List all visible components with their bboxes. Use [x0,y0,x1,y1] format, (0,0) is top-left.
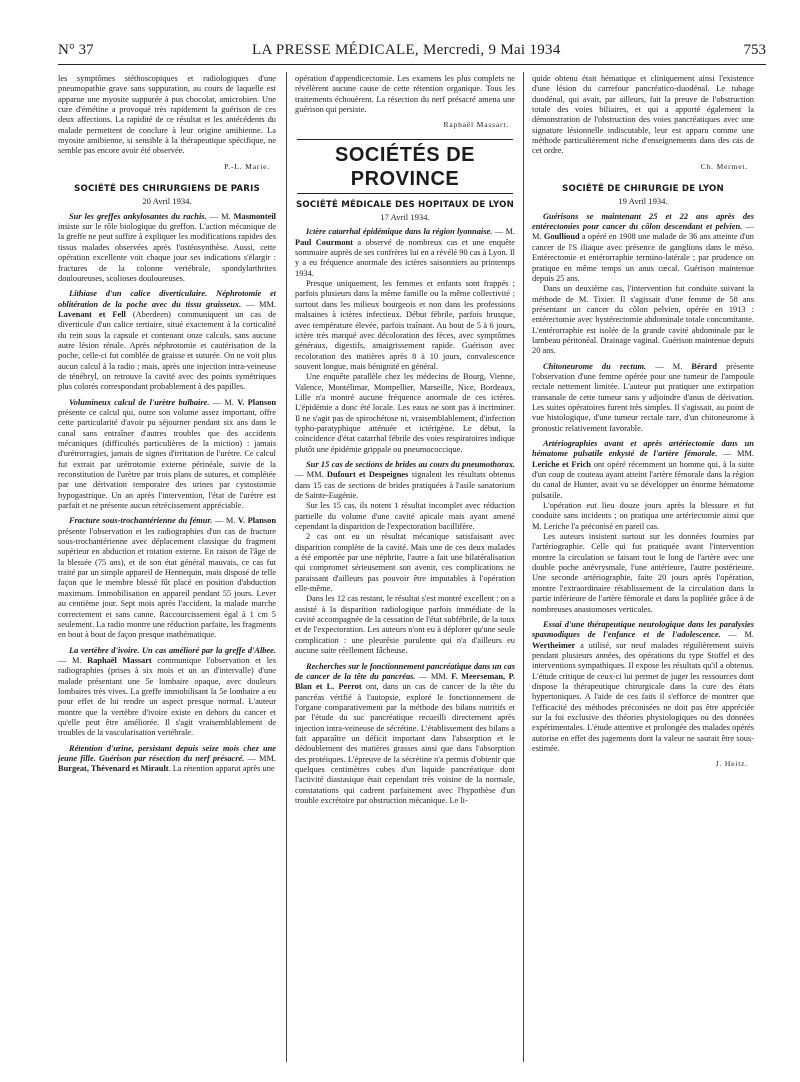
article: Ictère catarrhal épidémique dans la région lyonnaise. — M. Paul Courmont a observé de nombreux cas et une enquête sommaire auprès de ses confrères lui en a révélé 90 cas à Lyon. Il y a eu fréquence anormale des ictères saisonniers au printemps 1934. [295,227,515,278]
article-paragraph: Les auteurs insistent surtout sur les données fournies par l'artériographie. Celle qui fut pratiquée avant l'intervention montre la circulation se faisant tout le long de l'artère avec une double poche anévrysmale, l'une antérieure, l'autre postérieure. Une seconde artériographie, faite 20 jours après l'opération, montre l'extraordinaire rétablissement de la circulation dans la partie inférieure de l'artère fémorale et dans la poplitée grâce à de nombreuses anastomoses verticales. [532,532,754,614]
signature: J. Heitz. [715,759,748,769]
article-paragraph: Une enquête parallèle chez les médecins de Bourg, Vienne, Valence, Montélimar, Montpellier, Marseille, Nice, Bordeaux, Lille n'a montré aucune fréquence anormale de ces ictères. L'épidémie a donc été locale. Les eaux ne sont pas à incriminer. Il ne s'agit pas de spirochétose ni, vraisemblablement, d'infection typho-paratyphique atténuée et ictérigène. Le début, la coïncidence d'état catarrhal fébrile des voies respiratoires indique plutôt une épidémie grippale ou pneumococcique. [295,372,515,454]
article-authors: Bérard [691,361,717,371]
article-authors: Paul Courmont [295,237,353,247]
article-authors: Burgeat, Thévenard et Mirault [58,764,169,774]
article-title: Volumineux calcul de l'urètre bulbaire. [69,397,210,407]
article-paragraph: 2 cas ont eu un résultat mécanique satisfaisant avec disparition complète de la cavité. Mais une de ces deux malades a été emportée par une néphrite, l'autre a fait une bilatéralisation qui compromet sérieusement son avenir, ces complications ne paraissant d'ailleurs pas pouvoir être imputables à l'opération elle-même. [295,532,515,594]
article-authors: Lavenant et Fell [58,309,126,319]
page-number: 753 [743,42,766,58]
article-paragraph: Dans les 12 cas restant, le résultat s'est montré excellent ; on a assisté à la disparition radiologique parfois immédiate de la cavité accompagnée de la cessation de l'état subfébrile, de la toux et de l'expectoration. Les auteurs n'ont eu à déplorer qu'une seule complication : une pleurésie purulente qui n'a d'ailleurs eu aucune suite réellement fâcheuse. [295,594,515,656]
article-authors: V. Planson [237,516,276,526]
society-heading: SOCIÉTÉ MÉDICALE DES HOPITAUX DE LYON [296,199,514,210]
article-title: Artériographies avant et après artériectomie dans un hématome pulsatile enkysté de l'artère fémorale. [532,439,754,459]
article-authors: Dufourt et Despeignes [326,470,409,480]
article-paragraph: Presque uniquement, les femmes et enfants sont frappés ; parfois plusieurs dans la même famille ou la même collectivité ; surtout dans les milieux bourgeois et non dans les professions malsaines à ictères infectieux. Début fébrile, parfois brusque, avec température élevée, parfois traînant. Au bout de 5 à 6 jours, ictère très marqué avec décoloration des fèces, avec symptômes généraux, digestifs, amaigrissement rapide. Guérison avec recoloration des matières après 8 à 10 jours, convalescence souvent longue, mais bénignité en général. [295,279,515,371]
article-authors: V. Planson [237,397,276,407]
article: Fracture sous-trochantérienne du fémur. — M. V. Planson présente l'observation et les radiographies d'un cas de fracture sous-trochantérienne avec déplacement classique du fragment supérieur en abduction et rotation externe. En raison de l'âge de la blessée (75 ans), et de son état général mauvais, ce cas fut traité par un simple appareil de Hennequin, mais disposé de telle façon que le membre blessé fût placé en position d'abduction maximum. Immobilisation en appareil pendant 55 jours. Lever au centième jour. Sept mois après l'accident, la malade marche correctement et sans canne. Raccourcissement égal à 1 cm 5 seulement. La radio montre une réduction parfaite, les fragments en bout à bout de façon presque mathématique. [58,516,276,640]
article-title: Essai d'une thérapeutique neurologique dans les paralysies spasmodiques de l'enfance et de l'adolescence. [532,619,754,640]
session-date: 17 Avril 1934. [380,212,430,223]
journal-title: LA PRESSE MÉDICALE, Mercredi, 9 Mai 1934 [252,42,561,58]
signature: Ch. Mermet. [700,161,748,171]
continued-text: les symptômes stéthoscopiques et radiologiques d'une pneumopathie grave sans suppuration, au cours de laquelle est apparue une myosite suppurée à pus chocolat, amicrobien. Une cure d'émétine a provoqué très rapidement la guérison de ces deux affections. La rapidité de ce résultat et les antécédents du malade permettent de conclure à leur origine amibienne. La myosite amibienne, si sensible à la thérapeutique spécifique, ne semble pas encore avoir été observée. [58,74,276,156]
article-paragraph: Sur les 15 cas, ils notent 1 résultat incomplet avec réduction partielle du volume d'une cavité apicale mais ayant amené cependant la disparition de l'expectoration bacillifère. [295,501,515,532]
society-heading: SOCIÉTÉ DE CHIRURGIE DE LYON [562,184,724,195]
article-title: Sur 15 cas de sections de brides au cours du pneumothorax. [306,459,515,469]
article-title: Rétention d'urine, persistant depuis seize mois chez une jeune fille. Guérison par résection du nerf présacré. [58,743,276,763]
article: Sur 15 cas de sections de brides au cours du pneumothorax. — MM. Dufourt et Despeignes signalent les résultats obtenus dans 15 cas de sections de brides pratiquées à l'asile sanatorium de Sainte-Eugénie. [295,459,515,500]
column-right [532,74,754,1059]
society-heading: SOCIÉTÉ DES CHIRURGIENS DE PARIS [74,184,260,195]
article-title: Recherches sur le fonctionnement pancréatique dans un cas de cancer de la tête du pancréas. [295,661,515,681]
article-title: Fracture sous-trochantérienne du fémur. [69,516,213,526]
article-title: Chitoneurome du rectum. [543,361,647,371]
article-title: Guérisons se maintenant 25 et 22 ans après des entérectomies pour cancer du côlon descendant et pelvien. [532,211,754,232]
article-authors: Leriche et Frich [532,459,591,469]
signature: P.-L. Marie. [224,161,270,171]
article: Lithiase d'un calice diverticulaire. Néphrotomie et oblitération de la poche avec du tissu graisseux. — MM. Lavenant et Fell (Aberdeen) communiquent un cas de diverticule d'un calice tertiaire, situé exactement à la corticalité du rein sous la capsule et contenant onze calculs, sans aucune autre lésion rénale. Après néphrotomie et cautérisation de la poche, celle-ci fut comblée de graisse et suturée. On ne voit plus aucun calcul à la radio ; mais, après une injection intra-veineuse de ténébryl, on retrouve la cavité avec des points symétriques plus colorés correspondant probablement à des papilles. [58,289,276,392]
article: Rétention d'urine, persistant depuis seize mois chez une jeune fille. Guérison par résection du nerf présacré. — MM. Burgeat, Thévenard et Mirault. La rétention apparut après une [58,743,276,774]
issue-number: N° 37 [58,42,94,58]
continued-text: opération d'appendicectomie. Les examens les plus complets ne révélèrent aucune cause de cette rétention organique. Tous les traitements échouèrent. La résection du nerf présacré amena une guérison qui persiste. [295,74,515,115]
article-title: Sur les greffes ankylosantes du rachis. [69,211,207,221]
article: Recherches sur le fonctionnement pancréatique dans un cas de cancer de la tête du pancréas. — MM. F. Meerseman, P. Blan et L. Perrot ont, dans un cas de cancer de la tête du pancréas vérifié à l'autopsie, exploré le fonctionnement de l'organe comparativement par la méthode des bilans nutritifs et par l'étude du suc pancréatique recueilli directement après injection intra-veineuse de sécrétine. L'établissement des bilans a fait apparaître un déficit important dans l'absorption et le dédoublement des matières grasses ainsi que dans l'absorption des protéiques. L'épreuve de la sécrétine n'a permis d'obtenir que quelques centimètres cubes d'un liquide pancréatique dont l'activité diastasique était cependant très voisine de la normale, constatations qui cadrent parfaitement avec l'hypothèse d'un trouble excrétoire par obstruction mécanique. Le li- [295,661,515,805]
section-banner: SOCIÉTÉS DE PROVINCE [297,139,513,194]
article: Volumineux calcul de l'urètre bulbaire. — M. V. Planson présente ce calcul qui, outre son volume assez important, offre cette particularité d'avoir pu séjourner pendant six ans dans le canal sans entraîner d'autres troubles que des accidents mécaniques (difficultés particulières de la miction) : jamais d'urétrorragies, jamais de signes d'irritation de l'urètre. Ce calcul fut extrait par urétrotomie externe périnéale, suivie de la reconstitution de l'urètre par trois plans de sutures, et complétée par une dérivation temporaire des urines par cystostomie hypogastrique. Un an après l'intervention, l'état de l'urètre est parfait et ne présente aucun rétrécissement appréciable. [58,397,276,511]
article-title: La vertèbre d'ivoire. Un cas amélioré par la greffe d'Albee. [69,645,276,655]
article: Chitoneurome du rectum. — M. Bérard présente l'observation d'une femme opérée pour une tumeur de l'ampoule rectale nettement limitée. L'auteur put pratiquer une extirpation transanale de cette tumeur sans y adjoindre d'anus de dérivation. Les suites opératoires furent très simples. Il s'agissait, au point de vue histologique, d'une tumeur rectale rare, d'un chitoneurome à pronostic relativement favorable. [532,361,754,433]
column-rule [523,72,524,1062]
article-authors: Masmonteil [233,211,276,221]
column-rule [286,72,287,1062]
article-authors: Wertheimer [532,640,576,650]
column-middle [295,74,515,1059]
continued-text: quide obtenu était hématique et cliniquement ainsi l'existence d'une lésion du carrefour pancréatico-duodénal. Le tubage duodénal, qui avait, par ailleurs, fait la preuve de l'obstruction totale des voies biliaires, et qui a apporté également la démonstration de l'obstruction des voies pancréatiques avec une signature lésionnelle indiscutable, leur est apparu comme une méthode particulièrement riche d'enseignements dans des cas de cet ordre. [532,74,754,156]
article: Essai d'une thérapeutique neurologique dans les paralysies spasmodiques de l'enfance et de l'adolescence. — M. Wertheimer a utilisé, sur neuf malades régulièrement suivis pendant plusieurs années, des opérations du type Stoffel et des interventions sympathiques. Il expose les résultats qu'il a obtenus. L'étude critique de ceux-ci lui permet de juger les ressources dont dispose la thérapeutique chirurgicale dans la cure des états hypertoniques. A l'aide de ces faits il s'efforce de montrer que l'efficacité des méthodes préconisées ne doit pas être appréciée sur la foi exclusive des théories physiologiques ou des données expérimentales. L'étude attentive et prolongée des malades opérés autorise en effet des jugements dont la valeur ne saurait être sous-estimée. [532,619,754,753]
column-left [58,74,276,1059]
article-title: Lithiase d'un calice diverticulaire. Néphrotomie et oblitération de la poche avec du tissu graisseux. [58,289,276,309]
page-header [58,40,766,65]
article: Guérisons se maintenant 25 et 22 ans après des entérectomies pour cancer du côlon descendant et pelvien. — M. Goullioud a opéré en 1908 une malade de 36 ans atteinte d'un cancer de l'S iliaque avec présence de ganglions dans le méso. Entérectomie et entérorraphie termino-latérale ; par prudence on pratique en même temps un anus cæcal. Guérison maintenue depuis 25 ans. [532,211,754,283]
article: La vertèbre d'ivoire. Un cas amélioré par la greffe d'Albee. — M. Raphaël Massart communique l'observation et les radiographies (prises à six mois et un an d'intervalle) d'une malade présentant une 5e lombaire opaque, avec douleurs lombaires très vives. La greffe immobilisant la 5e lombaire a eu pour effet de lui rendre un aspect presque normal. L'auteur montre que la vertèbre d'ivoire existe en dehors du cancer et qu'elle peut être améliorée. Il s'agit vraisemblablement de troubles de la vascularisation vertébrale. [58,645,276,738]
session-date: 20 Avril 1934. [142,196,192,207]
article-paragraph: L'opération eut lieu douze jours après la blessure et fut conduite sans incidents ; on pratiqua une artériectomie ainsi que M. Leriche l'a préconisé en pareil cas. [532,501,754,531]
session-date: 19 Avril 1934. [618,196,668,207]
article-authors: F. Meerseman, P. Blan et L. Perrot [295,671,515,692]
article: Artériographies avant et après artériectomie dans un hématome pulsatile enkysté de l'artère fémorale. — MM. Leriche et Frich ont opéré récemment un homme qui, à la suite d'un coup de couteau ayant atteint l'artère fémorale dans la région du canal de Hunter, avait vu se développer un énorme hématome pulsatile. [532,439,754,500]
article-paragraph: Dans un deuxième cas, l'intervention fut conduite suivant la méthode de M. Tixier. Il s'agissait d'une femme de 58 ans présentant un cancer du côlon pelvien, opérée en 1913 : entérectomie avec hystérectomie abdominale totale concomitante. L'entérorraphie est isolée de la grande cavité abdominale par le lambeau péritonéal. Drainage vaginal. Guérison maintenue depuis 20 ans. [532,284,754,356]
article: Sur les greffes ankylosantes du rachis. — M. Masmonteil insiste sur le rôle biologique du greffon. L'action mécanique de la greffe ne peut suffire à expliquer les modifications rapides des tissus malades observées après l'ostéosynthèse. Aussi, cette opération excellente voit chaque jour ses indications s'élargir : fractures de la colonne vertébrale, spondylarthrites douloureuses, scolioses douloureuses. [58,211,276,283]
article-authors: Raphaël Massart [87,655,152,665]
article-authors: Goullioud [543,232,580,242]
signature: Raphaël Massart. [443,120,509,130]
article-title: Ictère catarrhal épidémique dans la région lyonnaise. [306,227,493,237]
